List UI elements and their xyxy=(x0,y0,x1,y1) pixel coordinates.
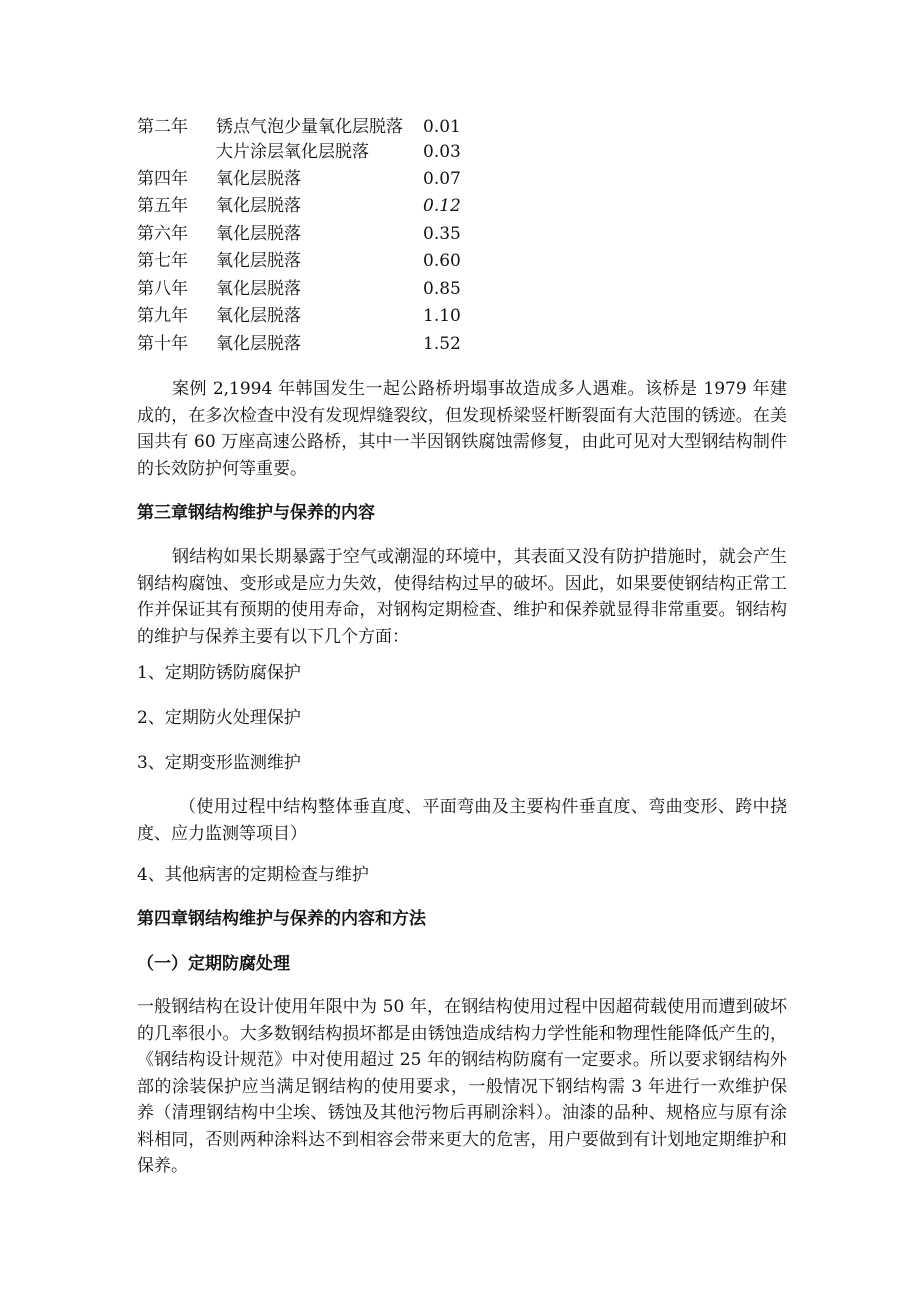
table-desc: 大片涂层氧化层脱落 xyxy=(216,142,369,162)
table-year: 第二年 xyxy=(137,117,188,137)
chapter3-heading: 第三章钢结构维护与保养的内容 xyxy=(137,503,375,523)
table-value: 0.35 xyxy=(423,224,461,244)
table-year: 第九年 xyxy=(137,306,188,326)
table-desc: 氧化层脱落 xyxy=(216,196,301,216)
chapter4-body: 一般钢结构在设计使用年限中为 50 年，在钢结构使用过程中因超荷载使用而遭到破坏的几率很小。大多数钢结构损坏都是由锈蚀造成结构力学性能和物理性能降低产生的，《钢结构设计规范》中对使用超过 25 年的钢结构防腐有一定要求。所以要求钢结构外部的涂装保护应当满足钢结构的使用要求，一般情况下钢结构需 3 年进行一欢维护保养（清理钢结构中尘埃、锈蚀及其他污物后再刷涂料）。油漆的品种、规格应与原有涂料相同，否则两种涂料达不到相容会带来更大的危害，用户要做到有计划地定期维护和保养。 xyxy=(137,997,787,1176)
maintenance-item-2: 2、定期防火处理保护 xyxy=(137,708,301,728)
table-value: 0.85 xyxy=(423,279,461,299)
table-value: 1.52 xyxy=(423,334,461,354)
maintenance-item-4: 4、其他病害的定期检查与维护 xyxy=(137,865,369,885)
table-value: 0.07 xyxy=(423,169,461,189)
table-desc: 氧化层脱落 xyxy=(216,224,301,244)
table-desc: 氧化层脱落 xyxy=(216,251,301,271)
maintenance-item-3: 3、定期变形监测维护 xyxy=(137,753,301,773)
table-year: 第七年 xyxy=(137,251,188,271)
chapter4-heading: 第四章钢结构维护与保养的内容和方法 xyxy=(137,909,426,929)
case2-paragraph: 案例 2,1994 年韩国发生一起公路桥坍塌事故造成多人遇难。该桥是 1979 年建成的，在多次检查中没有发现焊缝裂纹，但发现桥梁竖杆断裂面有大范围的锈迹。在美国共有 60 万座高速公路桥，其中一半因钢铁腐蚀需修复，由此可见对大型钢结构制件的长效防护何等重要。 xyxy=(137,379,787,479)
table-value: 0.01 xyxy=(423,117,461,137)
table-value: 0.12 xyxy=(423,196,461,216)
maintenance-item-3-note: （使用过程中结构整体垂直度、平面弯曲及主要构件垂直度、弯曲变形、跨中挠度、应力监测等项目） xyxy=(137,797,787,844)
table-desc: 氧化层脱落 xyxy=(216,306,301,326)
table-value: 0.60 xyxy=(423,251,461,271)
table-year: 第四年 xyxy=(137,169,188,189)
table-desc: 氧化层脱落 xyxy=(216,334,301,354)
table-year: 第六年 xyxy=(137,224,188,244)
chapter3-intro: 钢结构如果长期暴露于空气或潮湿的环境中，其表面又没有防护措施时，就会产生钢结构腐蚀、变形或是应力失效，使得结构过早的破坏。因此，如果要使钢结构正常工作并保证其有预期的使用寿命，对钢构定期检查、维护和保养就显得非常重要。钢结构的维护与保养主要有以下几个方面： xyxy=(137,547,787,647)
table-year: 第八年 xyxy=(137,279,188,299)
table-desc: 锈点气泡少量氧化层脱落 xyxy=(216,117,403,137)
table-year: 第五年 xyxy=(137,196,188,216)
table-value: 0.03 xyxy=(423,142,461,162)
table-year: 第十年 xyxy=(137,334,188,354)
chapter4-subheading: （一）定期防腐处理 xyxy=(137,954,290,974)
table-desc: 氧化层脱落 xyxy=(216,279,301,299)
table-desc: 氧化层脱落 xyxy=(216,169,301,189)
maintenance-item-1: 1、定期防锈防腐保护 xyxy=(137,663,301,683)
table-value: 1.10 xyxy=(423,306,461,326)
